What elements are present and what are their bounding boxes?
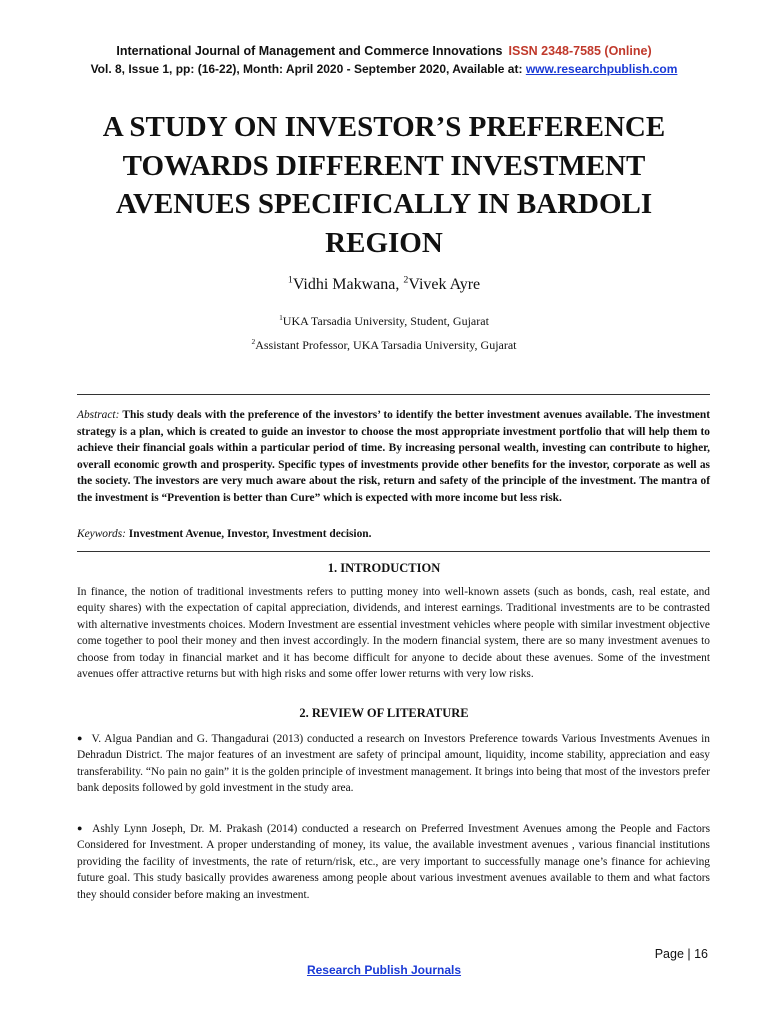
author2-sup: 2 <box>403 274 409 286</box>
volume-info: Vol. 8, Issue 1, pp: (16-22), Month: April 2020 - September 2020, Available at: <box>90 62 523 76</box>
author2: Vivek Ayre <box>408 276 481 293</box>
introduction-heading: 1. INTRODUCTION <box>327 561 441 575</box>
authors <box>0 276 768 294</box>
footer-journal-link[interactable]: Research Publish Journals <box>306 963 462 977</box>
affiliation2-text: Assistant Professor, UKA Tarsadia University, Gujarat <box>255 338 517 352</box>
website-link[interactable]: www.researchpublish.com <box>525 62 678 76</box>
bullet-icon: ● <box>77 823 85 833</box>
author1-sup: 1 <box>287 274 293 286</box>
review-item-2 <box>77 820 710 903</box>
volume-line <box>0 62 768 76</box>
keywords-text: Investment Avenue, Investor, Investment decision. <box>128 528 372 540</box>
page-number: Page | 16 <box>654 947 708 961</box>
abstract <box>77 407 710 507</box>
bullet-icon: ● <box>77 733 84 743</box>
paper-title: A STUDY ON INVESTOR’S PREFERENCE TOWARDS DIFFERENT INVESTMENT AVENUES SPECIFICALLY IN BARDOLI REGION <box>102 111 666 259</box>
keywords <box>77 528 710 540</box>
review-item-1 <box>77 730 710 797</box>
affiliation2-sup: 2 <box>251 337 256 346</box>
abstract-top-rule <box>77 394 710 395</box>
review-item-2-text: Ashly Lynn Joseph, Dr. M. Prakash (2014) conducted a research on Preferred Investment Avenues among the People and Factors Considered for Investment. A proper understanding of money, its value, the available investment avenues , various financial institutions providing the facility of investments, the rate of return/risk, etc., are very important to successfully manage one’s finance for achieving future goal. This study basically provides awareness among people about various investment avenues available to them and what factors they should consider before making an investment. <box>77 823 710 901</box>
keywords-label: Keywords: <box>77 528 126 540</box>
abstract-text: This study deals with the preference of the investors’ to identify the better investment avenues available. The investment strategy is a plan, which is created to guide an investor to choose the most appropriate investment portfolio that will help them to achieve their financial goals within a particular period of time. By increasing personal wealth, investing can contribute to higher, overall economic growth and prosperity. Specific types of investments provide other benefits for the investor, corporate as well as the society. The investors are very much aware about the risk, return and safety of the principle of the investment. The mantra of the investment is “Prevention is better than Cure” which is expected with more income but less risk. <box>77 409 710 504</box>
affiliation1-text: UKA Tarsadia University, Student, Gujarat <box>282 314 489 328</box>
journal-header <box>0 44 768 58</box>
affiliation1-sup: 1 <box>279 313 283 322</box>
review-item-1-text: V. Algua Pandian and G. Thangadurai (2013) conducted a research on Investors Preference towards Various Investments Avenues in Dehradun District. The major features of an investment are safety of principal amount, liquidity, income stability, appreciation and easy transferability. “No pain no gain” it is the golden principle of investment management. It brings into being that most of the investors prefer bank deposits followed by gold investment in the study area. <box>77 733 711 795</box>
issn: ISSN 2348-7585 (Online) <box>508 44 652 58</box>
abstract-bottom-rule <box>77 551 710 552</box>
introduction-text: In finance, the notion of traditional investments refers to putting money into well-known assets (such as bonds, cash, real estate, and equity shares) with the expectation of capital appreciation, dividends, and interest earnings. Traditional investments are to be contrasted with alternative investments choices. Modern Investment are essential investment vehicles where people with similar investment objective come together to pool their money and then invest accordingly. In the modern financial system, there are so many investment avenues to choose from today in financial market and it has become difficult for anyone to decide about these avenues. Some of the investment avenues offer attractive returns but with high risks and some offer lower returns with very low risks. <box>77 586 710 681</box>
author1: Vidhi Makwana, <box>292 276 400 293</box>
review-heading: 2. REVIEW OF LITERATURE <box>299 706 469 720</box>
abstract-label: Abstract: <box>77 409 120 421</box>
journal-name: International Journal of Management and Commerce Innovations <box>116 44 503 58</box>
affiliation-1 <box>0 314 768 329</box>
affiliation-2 <box>0 338 768 353</box>
